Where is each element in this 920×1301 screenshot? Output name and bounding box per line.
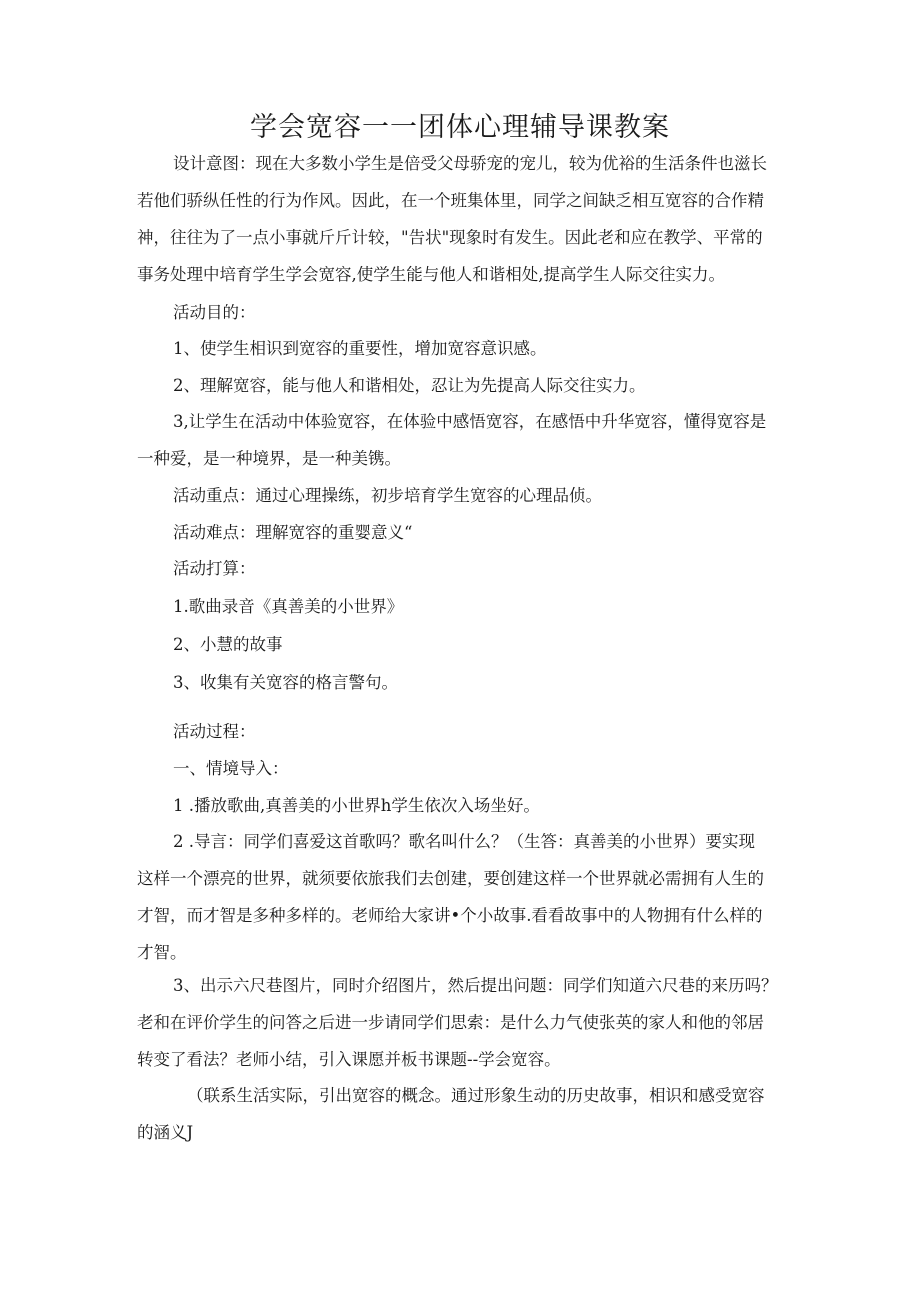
text-line: （联系生活实际，引出宽容的概念。通过形象生动的历史故事，相识和感受宽容 xyxy=(187,1086,765,1105)
goal-item-2 xyxy=(137,367,787,404)
text-line: 老和在评价学生的问答之后进一步请同学们思索：是什么力气使张英的家人和他的邻居 xyxy=(137,1013,764,1032)
text-line: 3、收集有关宽容的格言警句。 xyxy=(173,673,398,692)
text-line: 才智。 xyxy=(137,943,187,962)
note-paragraph xyxy=(137,1077,787,1151)
key-point xyxy=(137,477,787,514)
text-line: 若他们骄纵任性的行为作风。因此，在一个班集体里，同学之间缺乏相互宽容的合作精 xyxy=(137,191,764,210)
text-line: 活动重点：通过心理操练，初步培育学生宽容的心理品侦。 xyxy=(173,486,602,505)
text-line: 这样一个漂亮的世界，就须要依旅我们去创建，要创建这样一个世界就必需拥有人生的 xyxy=(137,869,764,888)
text-line: 才智，而才智是多种多样的。老师给大家讲•个小故事.看看故事中的人物拥有什么样的 xyxy=(137,906,763,925)
prep-item-2 xyxy=(137,626,787,663)
text-line: 2 .导言：同学们喜爱这首歌吗？歌名叫什么？（生答：真善美的小世界）要实现 xyxy=(173,832,755,851)
goals-heading xyxy=(137,294,787,331)
text-line: 的涵义J xyxy=(137,1123,194,1142)
text-line: 转变了看法？老师小结，引入课愿并板书课题--学会宽容。 xyxy=(137,1050,561,1069)
text-line: 1、使学生相识到宽容的重要性，增加宽容意识感。 xyxy=(173,339,547,358)
text-line: 设计意图：现在大多数小学生是倍受父母骄宠的宠儿，较为优裕的生活条件也滋长 xyxy=(173,154,767,173)
text-line: 1 .播放歌曲,真善美的小世界h学生依次入场坐好。 xyxy=(173,796,540,815)
section-1-heading xyxy=(137,750,787,787)
goal-item-1 xyxy=(137,330,787,367)
prep-item-3 xyxy=(137,664,787,701)
difficult-point xyxy=(137,514,787,551)
step-3 xyxy=(137,967,787,1078)
text-line: 3,让学生在活动中体验宽容，在体验中感悟宽容，在感悟中升华宽容，懂得宽容是 xyxy=(173,412,767,431)
text-line: 活动目的： xyxy=(173,303,256,322)
text-line: 2、小慧的故事 xyxy=(173,635,283,654)
prep-item-1 xyxy=(137,588,787,625)
document-title: 学会宽容一一团体心理辅导课教案 xyxy=(250,112,670,143)
text-line: 活动打算： xyxy=(173,559,256,578)
text-line: 事务处理中培育学生学会宽容,使学生能与他人和谐相处,提高学生人际交往实力。 xyxy=(137,265,725,284)
text-line: 2、理解宽容，能与他人和谐相处，忍让为先提高人际交往实力。 xyxy=(173,376,646,395)
design-intent-paragraph xyxy=(137,145,787,293)
process-heading xyxy=(137,713,787,750)
step-1 xyxy=(137,787,787,824)
text-line: 活动难点：理解宽容的重婴意义“ xyxy=(173,523,413,542)
prep-heading xyxy=(137,550,787,587)
goal-item-3 xyxy=(137,403,787,477)
text-line: 3、出示六尺巷图片，同时介绍图片，然后提出问题：同学们知道六尺巷的来历吗？ xyxy=(173,976,778,995)
text-line: 活动过程： xyxy=(173,722,256,741)
text-line: 一、情境导入： xyxy=(173,759,289,778)
text-line: 神，往往为了一点小事就斤斤计较，"告状"现象时有发生。因此老和应在教学、平常的 xyxy=(137,228,763,247)
text-line: 一种爱，是一种境界，是一种美镌。 xyxy=(137,449,401,468)
text-line: 1.歌曲录音《真善美的小世界》 xyxy=(173,597,404,616)
step-2 xyxy=(137,823,787,971)
